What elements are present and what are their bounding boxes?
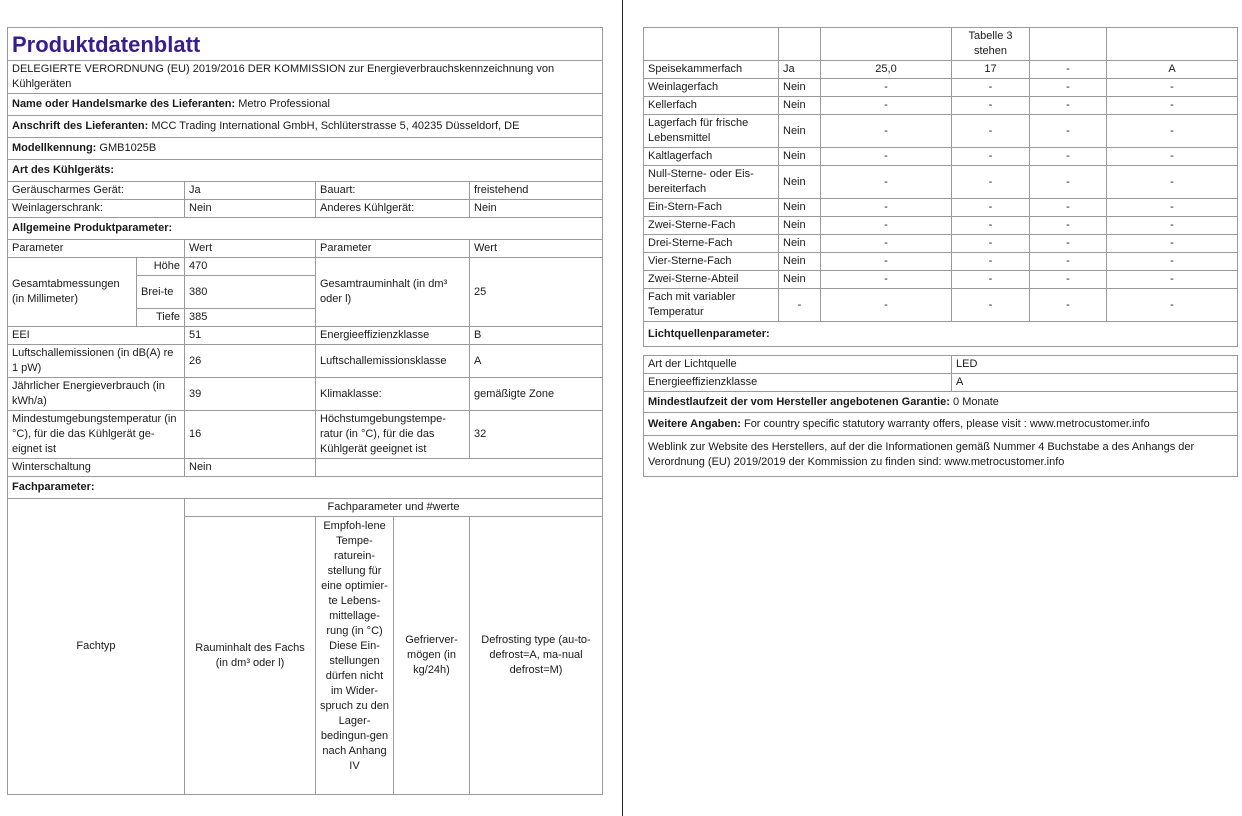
compartment-row (644, 79, 1238, 97)
volume-column-header: Rauminhalt des Fachs (in dm³ oder l) (185, 517, 316, 795)
compartment-row (644, 148, 1238, 166)
empty-cell (779, 28, 821, 61)
compartment-value: - (952, 115, 1030, 148)
warranty-label: Mindestlaufzeit der vom Hersteller angebotenen Garantie: (648, 395, 950, 408)
param-cell: EEI (8, 327, 185, 345)
compartment-value: - (1030, 115, 1107, 148)
compartment-value: - (1030, 148, 1107, 166)
type-cell: Bauart: (316, 182, 470, 200)
compartment-row (644, 97, 1238, 115)
compartment-value: - (1030, 199, 1107, 217)
compartment-value: - (821, 97, 952, 115)
compartment-value: - (821, 79, 952, 97)
compartment-value: Nein (779, 217, 821, 235)
compartment-value: - (821, 289, 952, 322)
header-note: Tabelle 3 stehen (952, 28, 1030, 61)
dim-value: 380 (185, 276, 316, 309)
compartment-value: - (952, 217, 1030, 235)
dimensions-label: Gesamtabmessungen (in Millimeter) (8, 258, 137, 327)
compartment-header-table (7, 498, 603, 795)
model-row (8, 138, 603, 160)
col-wert: Wert (470, 240, 603, 258)
param-cell: Klimaklasse: (316, 378, 470, 411)
compartment-value: - (821, 115, 952, 148)
compartment-value: - (952, 166, 1030, 199)
regulation-text: DELEGIERTE VERORDNUNG (EU) 2019/2016 DER KOMMISSION zur Energieverbrauchskennzeichnung von Kühlgeräten (8, 61, 603, 94)
compartment-value: - (821, 217, 952, 235)
type-cell: Geräuscharmes Gerät: (8, 182, 185, 200)
compartment-value: - (1107, 253, 1238, 271)
param-cell: 26 (185, 345, 316, 378)
compartment-value: - (821, 148, 952, 166)
compartment-value: - (1107, 79, 1238, 97)
compartment-value: - (1107, 115, 1238, 148)
address-label: Anschrift des Lieferanten: (12, 120, 149, 132)
winter-switch-value: Nein (185, 459, 316, 477)
compartment-value: - (1107, 97, 1238, 115)
compartment-row (644, 199, 1238, 217)
page-divider (622, 0, 623, 816)
compartment-row (644, 61, 1238, 79)
col-wert: Wert (185, 240, 316, 258)
type-cell: Weinlagerschrank: (8, 200, 185, 218)
compartment-name: Zwei-Sterne-Abteil (644, 271, 779, 289)
light-cell: A (952, 374, 1238, 392)
compartment-value: - (1030, 271, 1107, 289)
compartment-value: - (1030, 61, 1107, 79)
compartment-table (643, 27, 1238, 347)
param-cell: gemäßigte Zone (470, 378, 603, 411)
param-cell: Luftschallemissionsklasse (316, 345, 470, 378)
compartment-value: Nein (779, 115, 821, 148)
compartment-value: - (821, 235, 952, 253)
param-cell: 51 (185, 327, 316, 345)
compartment-name: Vier-Sterne-Fach (644, 253, 779, 271)
winter-switch-label: Winterschaltung (8, 459, 185, 477)
col-parameter: Parameter (8, 240, 185, 258)
compartment-value: - (1107, 271, 1238, 289)
compartment-value: - (1107, 148, 1238, 166)
compartment-row (644, 235, 1238, 253)
compartment-value: Ja (779, 61, 821, 79)
warranty-row (644, 392, 1238, 413)
compartment-row (644, 115, 1238, 148)
compartment-value: - (1107, 235, 1238, 253)
compartment-value: - (1107, 166, 1238, 199)
type-cell: freistehend (470, 182, 603, 200)
compartment-row (644, 166, 1238, 199)
warranty-value: 0 Monate (953, 395, 999, 408)
compartment-value: - (1107, 199, 1238, 217)
param-cell: Energieeffizienzklasse (316, 327, 470, 345)
compartment-value: - (1030, 253, 1107, 271)
compartment-value: - (952, 199, 1030, 217)
compartment-value: - (1107, 289, 1238, 322)
compartment-value: Nein (779, 271, 821, 289)
compartment-name: Lagerfach für frische Lebensmittel (644, 115, 779, 148)
right-page (643, 27, 1237, 477)
volume-label: Gesamtrauminhalt (in dm³ oder l) (316, 258, 470, 327)
fach-sub-header: Fachparameter und #werte (185, 499, 603, 517)
compartment-value: - (821, 271, 952, 289)
compartment-value: Nein (779, 79, 821, 97)
address-value: MCC Trading International GmbH, Schlüterstrasse 5, 40235 Düsseldorf, DE (151, 120, 520, 132)
compartment-value: - (1030, 79, 1107, 97)
compartment-value: - (952, 148, 1030, 166)
type-cell: Ja (185, 182, 316, 200)
empty-cell (316, 459, 603, 477)
compartment-value: - (952, 253, 1030, 271)
compartment-name: Fach mit variabler Temperatur (644, 289, 779, 322)
compartment-name: Kaltlagerfach (644, 148, 779, 166)
compartment-value: - (952, 97, 1030, 115)
compartment-value: - (821, 166, 952, 199)
further-info-value: For country specific statutory warranty offers, please visit : www.metrocustomer.info (743, 417, 1150, 430)
compartment-value: - (1107, 217, 1238, 235)
compartment-value: 25,0 (821, 61, 952, 79)
col-parameter: Parameter (316, 240, 470, 258)
compartment-name: Kellerfach (644, 97, 779, 115)
product-data-sheet-table (7, 27, 603, 499)
type-cell: Nein (185, 200, 316, 218)
light-cell: LED (952, 356, 1238, 374)
param-cell: Mindestumgebungstemperatur (in °C), für die das Kühlgerät ge-eignet ist (8, 411, 185, 459)
type-cell: Nein (470, 200, 603, 218)
dim-label: Brei-te (137, 276, 185, 309)
model-value: GMB1025B (99, 142, 157, 154)
light-source-table (643, 355, 1238, 477)
temperature-column-header: Empfoh-lene Tempe-raturein-stellung für eine optimier-te Lebens-mittellage-rung (in °C) Diese Ein-stellungen dürfen nicht im Wider-spruch zu den Lager-bedingun-gen nach Anhang IV (316, 517, 394, 795)
compartment-name: Null-Sterne- oder Eis-bereiterfach (644, 166, 779, 199)
dim-value: 470 (185, 258, 316, 276)
supplier-row (8, 94, 603, 116)
compartment-value: Nein (779, 166, 821, 199)
volume-value: 25 (470, 258, 603, 327)
dim-label: Tiefe (137, 309, 185, 327)
compartment-row (644, 289, 1238, 322)
dim-label: Höhe (137, 258, 185, 276)
compartment-name: Weinlagerfach (644, 79, 779, 97)
fach-params-header: Fachparameter: (8, 477, 603, 499)
weblink-text: Weblink zur Website des Herstellers, auf der die Informationen gemäß Nummer 4 Buchstabe a des Anhangs der Verordnung (EU) 2019/2019 der Kommission zu finden sind: www.metrocustomer.info (644, 436, 1238, 477)
compartment-value: - (952, 235, 1030, 253)
compartment-name: Ein-Stern-Fach (644, 199, 779, 217)
empty-cell (644, 28, 779, 61)
model-label: Modellkennung: (12, 142, 97, 154)
compartment-value: Nein (779, 148, 821, 166)
compartment-value: Nein (779, 199, 821, 217)
compartment-value: Nein (779, 235, 821, 253)
param-cell: 39 (185, 378, 316, 411)
type-cell: Anderes Kühlgerät: (316, 200, 470, 218)
param-cell: Höchstumgebungstempe-ratur (in °C), für die das Kühlgerät geeignet ist (316, 411, 470, 459)
compartment-value: Nein (779, 253, 821, 271)
compartment-value: - (1030, 217, 1107, 235)
light-cell: Energieeffizienzklasse (644, 374, 952, 392)
compartment-row (644, 253, 1238, 271)
defrost-type-column-header: Defrosting type (au-to-defrost=A, ma-nual defrost=M) (470, 517, 603, 795)
compartment-name: Zwei-Sterne-Fach (644, 217, 779, 235)
compartment-value: - (821, 199, 952, 217)
compartment-value: - (1030, 235, 1107, 253)
param-cell: B (470, 327, 603, 345)
address-row (8, 116, 603, 138)
empty-cell (821, 28, 952, 61)
param-cell: 16 (185, 411, 316, 459)
compartment-value: - (779, 289, 821, 322)
compartment-value: Nein (779, 97, 821, 115)
light-source-header: Lichtquellenparameter: (644, 322, 1238, 347)
compartment-value: - (1030, 289, 1107, 322)
fachtyp-header: Fachtyp (8, 499, 185, 795)
compartment-value: A (1107, 61, 1238, 79)
further-info-row (644, 413, 1238, 436)
compartment-value: - (952, 79, 1030, 97)
param-cell: Luftschallemissionen (in dB(A) re 1 pW) (8, 345, 185, 378)
supplier-label: Name oder Handelsmarke des Lieferanten: (12, 98, 236, 110)
param-cell: 32 (470, 411, 603, 459)
compartment-value: - (952, 271, 1030, 289)
compartment-value: - (821, 253, 952, 271)
compartment-row (644, 271, 1238, 289)
compartment-value: - (952, 289, 1030, 322)
empty-cell (1030, 28, 1107, 61)
freezing-capacity-column-header: Gefrierver-mögen (in kg/24h) (394, 517, 470, 795)
compartment-name: Drei-Sterne-Fach (644, 235, 779, 253)
document-title: Produktdatenblatt (8, 28, 603, 61)
fridge-type-header: Art des Kühlgeräts: (8, 160, 603, 182)
light-cell: Art der Lichtquelle (644, 356, 952, 374)
further-info-label: Weitere Angaben: (648, 417, 741, 430)
general-params-header: Allgemeine Produktparameter: (8, 218, 603, 240)
param-cell: A (470, 345, 603, 378)
param-cell: Jährlicher Energieverbrauch (in kWh/a) (8, 378, 185, 411)
compartment-value: 17 (952, 61, 1030, 79)
dim-value: 385 (185, 309, 316, 327)
compartment-row (644, 217, 1238, 235)
empty-cell (1107, 28, 1238, 61)
left-page (7, 27, 602, 795)
supplier-value: Metro Professional (238, 98, 330, 110)
compartment-value: - (1030, 166, 1107, 199)
compartment-value: - (1030, 97, 1107, 115)
compartment-name: Speisekammerfach (644, 61, 779, 79)
